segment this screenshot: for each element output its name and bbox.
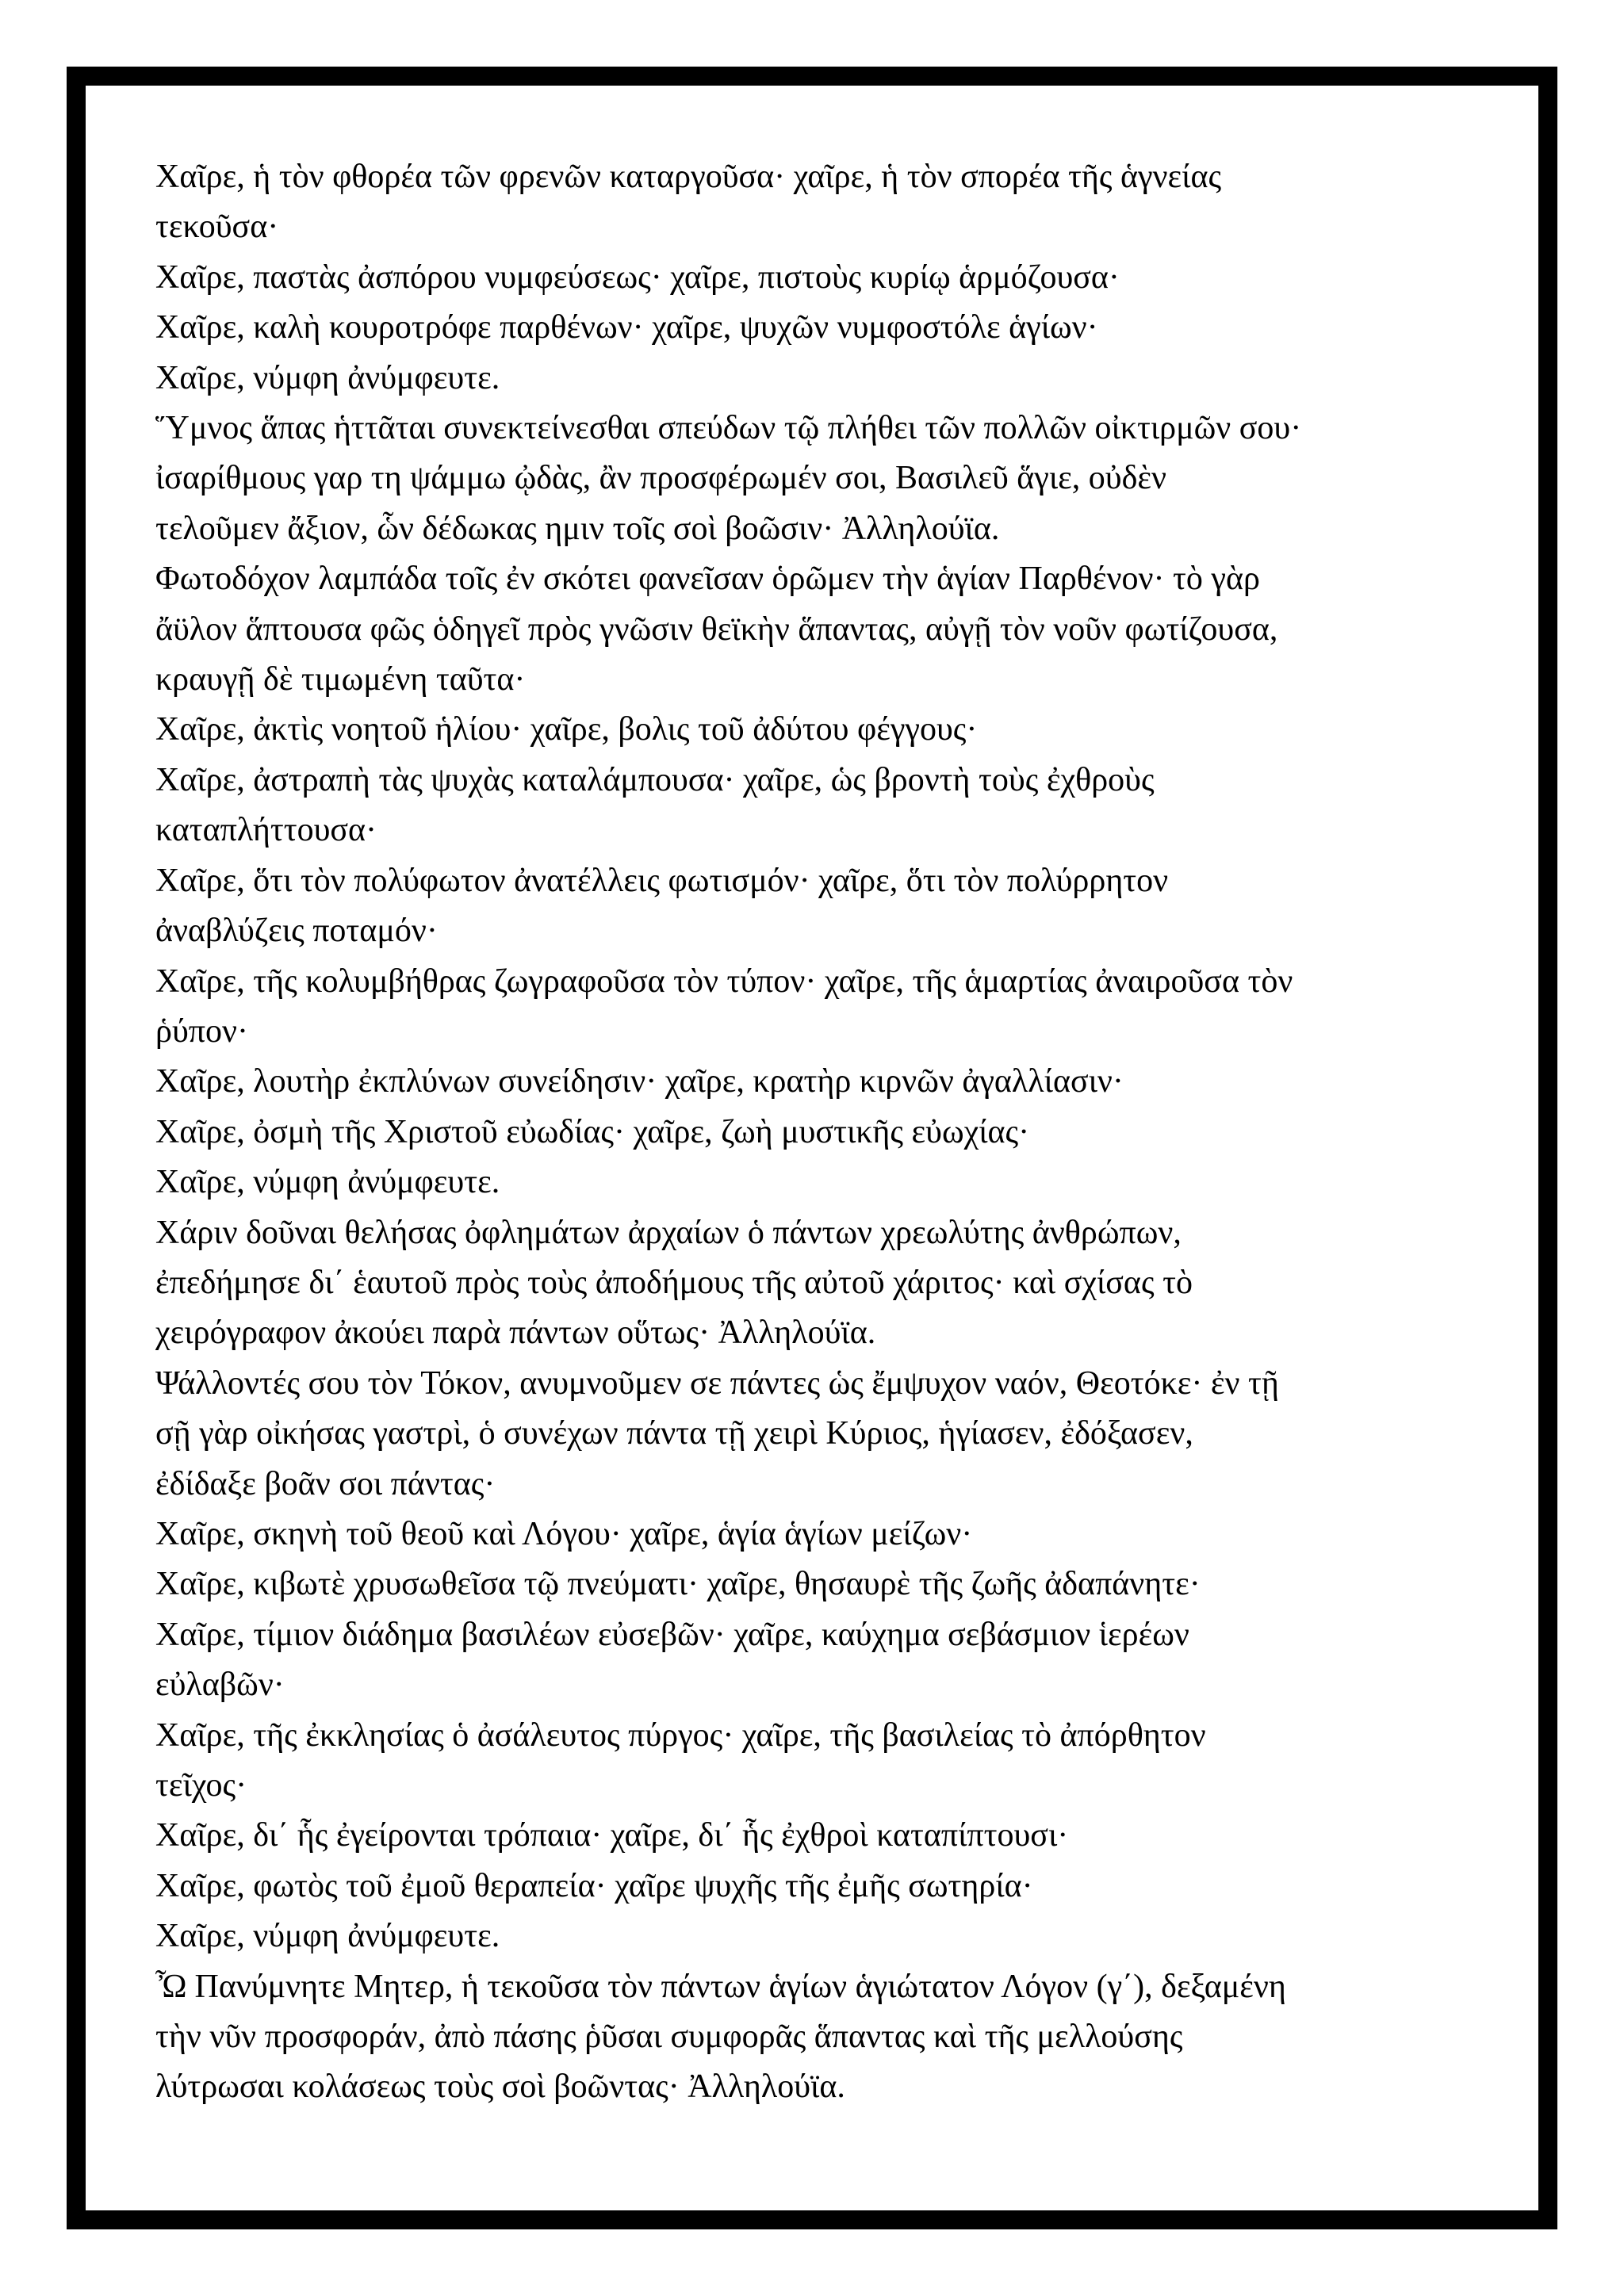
text-line: ἐπεδήμησε δι΄ ἑαυτοῦ πρὸς τοὺς ἀποδήμους τῆς αὐτοῦ χάριτος· καὶ σχίσας τὸ: [155, 1264, 1193, 1301]
text-line: κραυγῇ δὲ τιμωμένη ταῦτα·: [155, 661, 526, 698]
text-line: Χαῖρε, ἡ τὸν φθορέα τῶν φρενῶν καταργοῦσα· χαῖρε, ἡ τὸν σπορέα τῆς ἁγνείας: [155, 159, 1222, 195]
text-line: ἄϋλον ἅπτουσα φῶς ὁδηγεῖ πρὸς γνῶσιν θεϊκὴν ἅπαντας, αὐγῇ τὸν νοῦν φωτίζουσα,: [155, 610, 1278, 648]
text-line: Χαῖρε, ὅτι τὸν πολύφωτον ἀνατέλλεις φωτισμόν· χαῖρε, ὅτι τὸν πολύρρητον: [155, 862, 1169, 899]
text-line: Χαῖρε, τίμιον διάδημα βασιλέων εὐσεβῶν· χαῖρε, καύχημα σεβάσμιον ἱερέων: [155, 1616, 1189, 1653]
text-line: Χαῖρε, δι΄ ἧς ἐγείρονται τρόπαια· χαῖρε, δι΄ ἧς ἐχθροὶ καταπίπτουσι·: [155, 1817, 1069, 1854]
text-line: Χαῖρε, παστὰς ἀσπόρου νυμφεύσεως· χαῖρε, πιστοὺς κυρίῳ ἁρμόζουσα·: [155, 258, 1120, 296]
document-text: [155, 152, 1488, 2113]
text-line: Χαῖρε, ἀκτὶς νοητοῦ ἡλίου· χαῖρε, βολις τοῦ ἀδύτου φέγγους·: [155, 711, 978, 748]
text-line: Χαῖρε, τῆς κολυμβήθρας ζωγραφοῦσα τὸν τύπον· χαῖρε, τῆς ἁμαρτίας ἀναιροῦσα τὸν: [155, 962, 1293, 1000]
text-line: καταπλήττουσα·: [155, 812, 377, 849]
text-line: Χαῖρε, καλὴ κουροτρόφε παρθένων· χαῖρε, ψυχῶν νυμφοστόλε ἁγίων·: [155, 309, 1098, 346]
text-line: χειρόγραφον ἀκούει παρὰ πάντων οὕτως· Ἀλληλούϊα.: [155, 1314, 876, 1352]
text-line: τὴν νῦν προσφοράν, ἀπὸ πάσης ῥῦσαι συμφορᾶς ἅπαντας καὶ τῆς μελλούσης: [155, 2019, 1183, 2056]
text-line: Χαῖρε, λουτὴρ ἐκπλύνων συνείδησιν· χαῖρε, κρατὴρ κιρνῶν ἀγαλλίασιν·: [155, 1063, 1124, 1100]
text-line: τεκοῦσα·: [155, 209, 279, 246]
text-line: Φωτοδόχον λαμπάδα τοῖς ἐν σκότει φανεῖσαν ὁρῶμεν τὴν ἁγίαν Παρθένον· τὸ γὰρ: [155, 561, 1260, 598]
text-line: τεῖχος·: [155, 1767, 247, 1804]
text-line: ῥύπον·: [155, 1012, 248, 1050]
text-line: ἐδίδαξε βοᾶν σοι πάντας·: [155, 1465, 496, 1502]
text-line: Ὕμνος ἅπας ἡττᾶται συνεκτείνεσθαι σπεύδων τῷ πλήθει τῶν πολλῶν οἰκτιρμῶν σου·: [155, 410, 1302, 447]
text-line: Χαῖρε, φωτὸς τοῦ ἐμοῦ θεραπεία· χαῖρε ψυχῆς τῆς ἐμῆς σωτηρία·: [155, 1867, 1033, 1904]
text-line: Χαῖρε, τῆς ἐκκλησίας ὁ ἀσάλευτος πύργος· χαῖρε, τῆς βασιλείας τὸ ἀπόρθητον: [155, 1716, 1206, 1754]
text-line: σῇ γὰρ οἰκήσας γαστρὶ, ὁ συνέχων πάντα τῇ χειρὶ Κύριος, ἡγίασεν, ἐδόξασεν,: [155, 1415, 1193, 1452]
text-line: τελοῦμεν ἄξιον, ὧν δέδωκας ημιν τοῖς σοὶ βοῶσιν· Ἀλληλούϊα.: [155, 510, 1000, 547]
text-line: Χαῖρε, ὀσμὴ τῆς Χριστοῦ εὐωδίας· χαῖρε, ζωὴ μυστικῆς εὐωχίας·: [155, 1113, 1030, 1150]
text-line: λύτρωσαι κολάσεως τοὺς σοὶ βοῶντας· Ἀλληλούϊα.: [155, 2068, 845, 2106]
text-line: Χαῖρε, νύμφη ἀνύμφευτε.: [155, 1164, 500, 1201]
text-line: Ὦ Πανύμνητε Μητερ, ἡ τεκοῦσα τὸν πάντων ἁγίων ἁγιώτατον Λόγον (γ΄), δεξαμένη: [155, 1968, 1286, 2005]
text-line: Ψάλλοντές σου τὸν Τόκον, ανυμνοῦμεν σε πάντες ὡς ἔμψυχον ναόν, Θεοτόκε· ἐν τῇ: [155, 1364, 1279, 1402]
text-line: Χάριν δοῦναι θελήσας ὀφλημάτων ἀρχαίων ὁ πάντων χρεωλύτης ἀνθρώπων,: [155, 1214, 1182, 1251]
text-line: Χαῖρε, ἀστραπὴ τὰς ψυχὰς καταλάμπουσα· χαῖρε, ὡς βροντὴ τοὺς ἐχθροὺς: [155, 761, 1155, 798]
text-line: Χαῖρε, νύμφη ἀνύμφευτε.: [155, 1918, 500, 1955]
text-line: Χαῖρε, σκηνὴ τοῦ θεοῦ καὶ Λόγου· χαῖρε, ἁγία ἁγίων μείζων·: [155, 1515, 973, 1552]
text-line: ἀναβλύζεις ποταμόν·: [155, 913, 438, 950]
text-line: εὐλαβῶν·: [155, 1667, 285, 1704]
text-line: Χαῖρε, νύμφη ἀνύμφευτε.: [155, 359, 500, 396]
text-line: ἰσαρίθμους γαρ τη ψάμμω ᾠδὰς, ἂν προσφέρωμέν σοι, Βασιλεῦ ἅγιε, οὐδὲν: [155, 460, 1167, 497]
text-line: Χαῖρε, κιβωτὲ χρυσωθεῖσα τῷ πνεύματι· χαῖρε, θησαυρὲ τῆς ζωῆς ἀδαπάνητε·: [155, 1566, 1201, 1603]
